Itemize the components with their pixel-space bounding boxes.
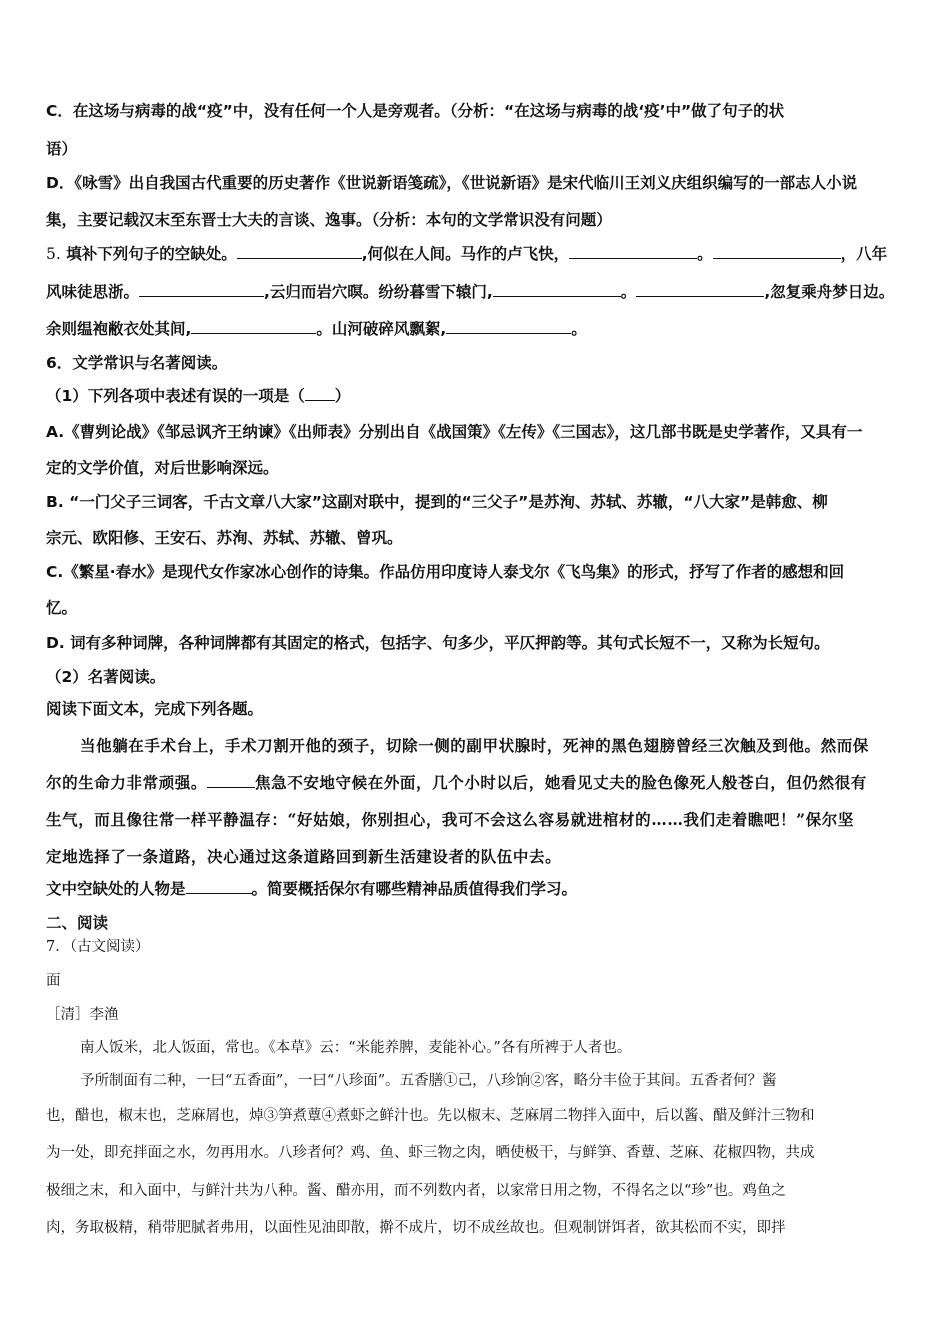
q5-line3: 余则缊袍敝衣处其间, 。山河破碎风飘絮, 。 — [46, 320, 587, 338]
q6-option-a-line2: 定的文学价值，对后世影响深远。 — [46, 459, 279, 477]
q4-option-d-line2: 集，主要记载汉末至东晋士大夫的言谈、逸事。（分析：本句的文学常识没有问题） — [46, 211, 612, 229]
q7-label: 7．（古文阅读） — [46, 939, 150, 955]
q6-option-d: D. 词有多种词牌，各种词牌都有其固定的格式，包括字、句多少，平仄押韵等。其句式长短不一，又称为长短句。 — [46, 634, 830, 652]
fill-blank[interactable] — [139, 281, 264, 297]
q5-line2: 风味徒思浙。 ,云归而岩穴暝。纷纷暮雪下辕门, 。 ,忽复乘舟梦日边。 — [46, 283, 895, 301]
section-heading: 二、阅读 — [46, 914, 109, 932]
q4-option-c-line1: C．在这场与病毒的战“疫”中，没有任何一个人是旁观者。（分析：“在这场与病毒的战‘疫’中”做了句子的状 — [46, 102, 785, 120]
fill-blank[interactable] — [191, 318, 316, 334]
classical-text-line5: 极细之末，和入面中，与鲜汁共为八种。酱、醋亦用，而不列数内者，以家常日用之物，不得名之以“珍”也。鸡鱼之 — [46, 1183, 786, 1199]
classical-text-line2: 予所制面有二种，一曰“五香面”，一曰“八珍面”。五香膳①己，八珍饷②客，略分丰俭于其间。五香者何？酱 — [80, 1073, 777, 1089]
fill-blank[interactable] — [636, 281, 764, 297]
q6-title: 6．文学常识与名著阅读。 — [46, 354, 228, 372]
fill-blank[interactable] — [237, 243, 362, 259]
passage-line3: 生气，而且像往常一样平静温存：“好姑娘，你别担心，我可不会这么容易就进棺材的……我们走着瞧吧！”保尔坚 — [46, 810, 854, 829]
passage-line4: 定地选择了一条道路，决心通过这条道路回到新生活建设者的队伍中去。 — [46, 847, 562, 866]
fill-blank[interactable] — [446, 318, 571, 334]
fill-blank[interactable] — [713, 243, 841, 259]
passage-line1: 当他躺在手术台上，手术刀割开他的颈子，切除一侧的副甲状腺时，死神的黑色翅膀曾经三次触及到他。然而保 — [80, 736, 869, 755]
classical-text-line3: 也，醋也，椒末也，芝麻屑也，焯③笋煮蕈④煮虾之鲜汁也。先以椒末、芝麻屑二物拌入面中，后以酱、醋及鲜汁三物和 — [46, 1108, 815, 1124]
passage-title: 面 — [46, 973, 61, 989]
q4-option-c-line2: 语） — [46, 140, 78, 158]
q6-question: 文中空缺处的人物是 。简要概括保尔有哪些精神品质值得我们学习。 — [46, 880, 578, 898]
passage-blank[interactable] — [207, 772, 255, 788]
answer-blank[interactable] — [305, 385, 335, 401]
q6-option-b-line1: B. “一门父子三词客，千古文章八大家”这副对联中，提到的“三父子”是苏洵、苏轼、苏辙，“八大家”是韩愈、柳 — [46, 493, 828, 511]
classical-text-line4: 为一处，即充拌面之水，勿再用水。八珍者何？鸡、鱼、虾三物之肉，晒使极干，与鲜笋、香蕈、芝麻、花椒四物，共成 — [46, 1145, 815, 1161]
classical-text-line6: 肉，务取极精，稍带肥腻者弗用，以面性见油即散，擀不成片，切不成丝故也。但观制饼饵者，欲其松而不实，即拌 — [46, 1220, 786, 1236]
answer-blank[interactable] — [186, 878, 252, 894]
q6-option-c-line2: 忆。 — [46, 599, 78, 617]
q6-instruction: 阅读下面文本，完成下列各题。 — [46, 700, 264, 718]
q6-option-a-line1: A.《曹刿论战》《邹忌讽齐王纳谏》《出师表》分别出自《战国策》《左传》《三国志》，这几部书既是史学著作，又具有一 — [46, 423, 863, 441]
classical-text-line1: 南人饭米，北人饭面，常也。《本草》云：“米能养脾，麦能补心。”各有所裨于人者也。 — [80, 1040, 632, 1056]
q4-option-d-line1: D．《咏雪》出自我国古代重要的历史著作《世说新语笺疏》，《世说新语》是宋代临川王刘义庆组织编写的一部志人小说 — [46, 174, 858, 192]
fill-blank[interactable] — [493, 281, 621, 297]
q6-option-b-line2: 宗元、欧阳修、王安石、苏洵、苏轼、苏辙、曾巩。 — [46, 529, 403, 547]
q6-sub1: （1）下列各项中表述有误的一项是（ ） — [46, 387, 351, 405]
passage-line2: 尔的生命力非常顽强。 焦急不安地守候在外面，几个小时以后，她看见丈夫的脸色像死人般苍白，但仍然很有 — [46, 773, 867, 792]
q6-sub2: （2）名著阅读。 — [46, 668, 166, 686]
q6-option-c-line1: C.《繁星·春水》是现代女作家冰心创作的诗集。作品仿用印度诗人泰戈尔《飞鸟集》的形式，抒写了作者的感想和回 — [46, 563, 845, 581]
fill-blank[interactable] — [569, 243, 697, 259]
passage-author: ［清］李渔 — [46, 1007, 119, 1023]
q5-line1: 5. 填补下列句子的空缺处。 ,何似在人间。马作的卢飞快， 。 ，八年 — [46, 245, 888, 263]
